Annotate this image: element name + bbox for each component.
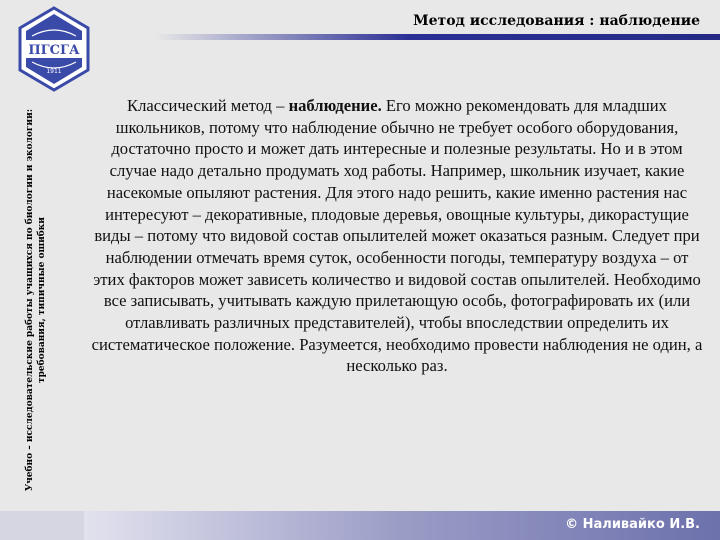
university-logo — [18, 6, 90, 92]
copyright: © Наливайко И.В. — [565, 517, 700, 532]
side-caption — [24, 100, 48, 500]
body-paragraph — [88, 95, 706, 377]
body-text: Его можно рекомендовать для младших школьников, потому что наблюдение обычно не требует особого оборудования, достаточно просто и может дать интересные и полезные результаты. Но и в этом случае надо детально продумать ход работы. Например, школьник изучает, какие насекомые опыляют растения. Для этого надо решить, какие именно растения нас интересуют – декоративные, плодовые деревья, овощные культуры, дикорастущие виды – потому что видовой состав опылителей может оказаться разным. Следует при наблюдении отмечать время суток, особенности погоды, температуру воздуха – от этих факторов может зависеть количество и видовой состав опылителей. Необходимо все записывать, учитывать каждую прилетающую особь, фотографировать их (или отлавливать различных представителей), чтобы впоследствии определить их систематическое положение. Разумеется, необходимо провести наблюдения не один, а несколько раз. — [91, 96, 703, 376]
page-title: Метод исследования : наблюдение — [413, 13, 700, 29]
logo-year: 1911 — [46, 68, 62, 75]
title-underline — [155, 34, 720, 40]
logo-text: ПГСГА — [28, 43, 80, 58]
body-emphasis: наблюдение. — [288, 96, 382, 115]
body-lead: Классический метод – — [127, 96, 289, 115]
side-caption-line1: Учебно – исследовательские работы учащихся по биологии и экологии: — [25, 108, 35, 492]
footer-left-block — [0, 511, 84, 540]
side-caption-line2: требования, типичные ошибки — [37, 217, 47, 383]
